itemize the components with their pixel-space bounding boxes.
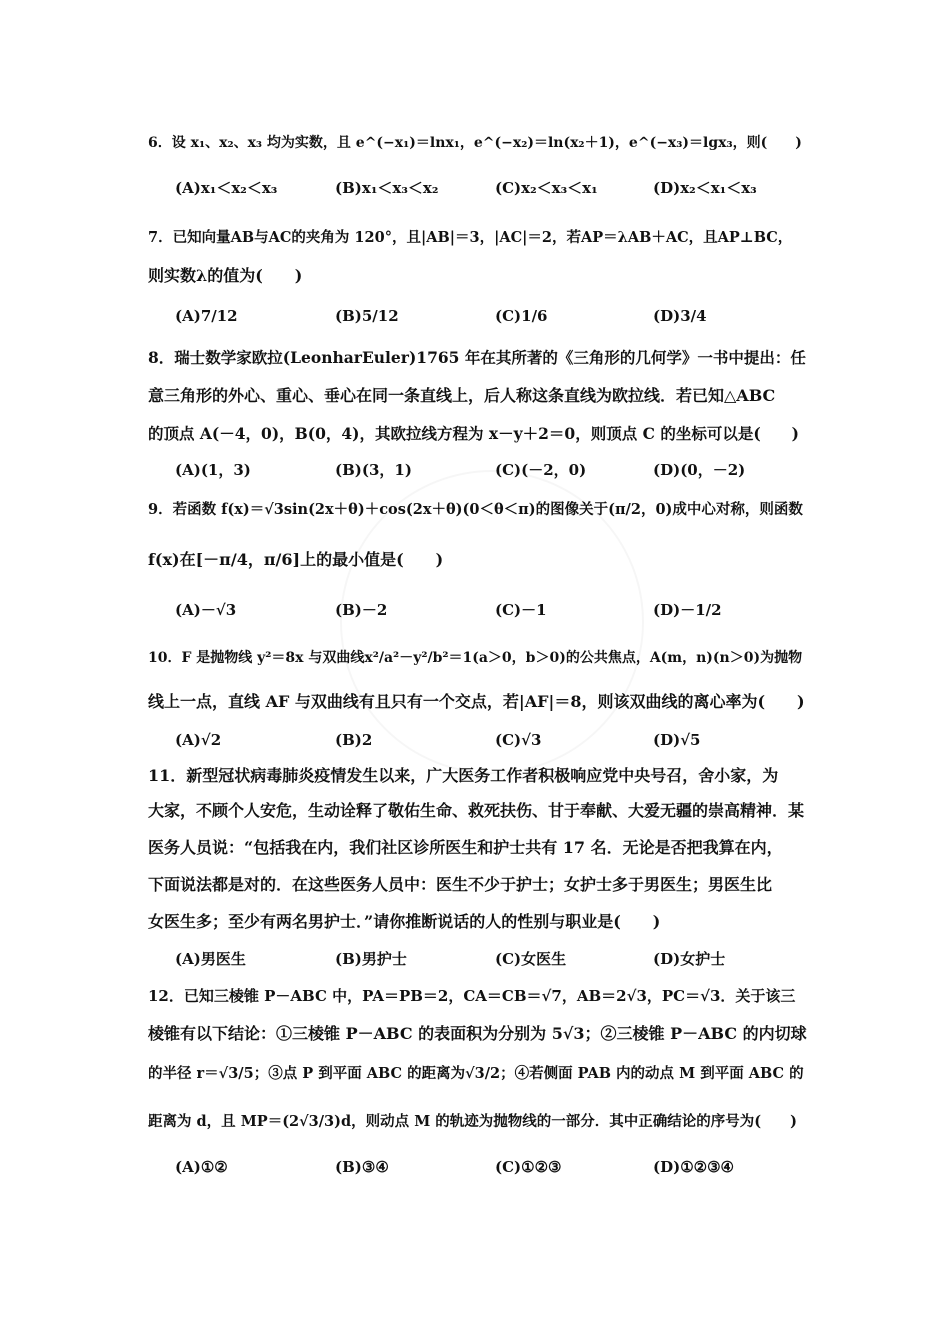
- option-a: (A)男医生: [175, 950, 246, 968]
- question-11-line-4: 下面说法都是对的．在这些医务人员中：医生不少于护士；女护士多于男医生；男医生比: [148, 875, 773, 894]
- question-10-options: [175, 730, 815, 770]
- question-9-line-1: 9．若函数 f(x)＝√3sin(2x＋θ)＋cos(2x＋θ)(0＜θ＜π)的图像关于(π/2，0)成中心对称，则函数: [148, 501, 803, 518]
- question-6-line-1: 6．设 x₁、x₂、x₃ 均为实数，且 e^(−x₁)＝lnx₁，e^(−x₂)＝ln(x₂＋1)，e^(−x₃)＝lgx₃，则( ): [148, 135, 802, 151]
- question-11-line-3: 医务人员说：“包括我在内，我们社区诊所医生和护士共有 17 名．无论是否把我算在内，: [148, 838, 783, 857]
- option-b: (B)2: [335, 731, 373, 749]
- option-b: (B)③④: [335, 1158, 389, 1176]
- question-8-line-1: 8．瑞士数学家欧拉(LeonharEuler)1765 年在其所著的《三角形的几何学》一书中提出：任: [148, 348, 806, 367]
- option-b: (B)－2: [335, 601, 388, 619]
- question-12-line-1: 12．已知三棱锥 P－ABC 中，PA＝PB＝2，CA＝CB＝√7，AB＝2√3，PC＝√3．关于该三: [148, 987, 796, 1005]
- option-a: (A)√2: [175, 731, 222, 749]
- option-a: (A)①②: [175, 1158, 228, 1176]
- question-9-line-2: f(x)在[－π/4，π/6]上的最小值是( ): [148, 550, 444, 569]
- question-9-options: [175, 600, 815, 640]
- option-a: (A)－√3: [175, 601, 237, 619]
- option-a: (A)7/12: [175, 307, 238, 325]
- question-11-line-1: 11．新型冠状病毒肺炎疫情发生以来，广大医务工作者积极响应党中央号召，舍小家，为: [148, 766, 779, 785]
- option-c: (C)－1: [495, 601, 547, 619]
- option-d: (D)①②③④: [653, 1158, 734, 1176]
- option-c: (C)①②③: [495, 1158, 562, 1176]
- option-d: (D)3/4: [653, 307, 707, 325]
- option-b: (B)x₁＜x₃＜x₂: [335, 179, 439, 197]
- question-12-line-3: 的半径 r＝√3/5；③点 P 到平面 ABC 的距离为√3/2；④若侧面 PAB 内的动点 M 到平面 ABC 的: [148, 1065, 804, 1082]
- question-10-line-1: 10．F 是抛物线 y²＝8x 与双曲线x²/a²－y²/b²＝1(a＞0，b＞0)的公共焦点，A(m，n)(n＞0)为抛物: [148, 650, 803, 666]
- option-b: (B)男护士: [335, 950, 407, 968]
- question-12-line-2: 棱锥有以下结论：①三棱锥 P－ABC 的表面积为分别为 5√3；②三棱锥 P－ABC 的内切球: [148, 1024, 807, 1043]
- question-11-options: [175, 949, 815, 989]
- question-12-options: [175, 1157, 815, 1197]
- option-c: (C)√3: [495, 731, 542, 749]
- option-d: (D)－1/2: [653, 601, 722, 619]
- question-8-line-2: 意三角形的外心、重心、垂心在同一条直线上，后人称这条直线为欧拉线．若已知△ABC: [148, 386, 776, 405]
- question-8-line-3: 的顶点 A(－4，0)，B(0，4)，其欧拉线方程为 x－y＋2＝0，则顶点 C 的坐标可以是( ): [148, 424, 800, 443]
- question-8-options: [175, 460, 815, 500]
- option-d: (D)x₂＜x₁＜x₃: [653, 179, 757, 197]
- option-d: (D)女护士: [653, 950, 726, 968]
- option-a: (A)(1，3): [175, 461, 251, 479]
- question-11-line-5: 女医生多；至少有两名男护士．”请你推断说话的人的性别与职业是( ): [148, 912, 661, 931]
- question-10-line-2: 线上一点，直线 AF 与双曲线有且只有一个交点，若|AF|＝8，则该双曲线的离心率为( ): [148, 692, 805, 711]
- option-c: (C)x₂＜x₃＜x₁: [495, 179, 598, 197]
- question-7-options: [175, 306, 815, 346]
- option-c: (C)女医生: [495, 950, 567, 968]
- question-7-line-1: 7．已知向量AB与AC的夹角为 120°，且|AB|＝3，|AC|＝2，若AP＝λAB＋AC，且AP⊥BC，: [148, 229, 793, 246]
- question-6-options: [175, 178, 815, 218]
- option-b: (B)(3，1): [335, 461, 412, 479]
- question-7-line-2: 则实数λ的值为( ): [148, 266, 303, 285]
- option-b: (B)5/12: [335, 307, 399, 325]
- question-11-line-2: 大家，不顾个人安危，生动诠释了敬佑生命、救死扶伤、甘于奉献、大爱无疆的崇高精神．某: [148, 801, 805, 820]
- option-c: (C)(－2，0): [495, 461, 587, 479]
- question-12-line-4: 距离为 d，且 MP＝(2√3/3)d，则动点 M 的轨迹为抛物线的一部分．其中正确结论的序号为( ): [148, 1113, 798, 1130]
- option-a: (A)x₁＜x₂＜x₃: [175, 179, 278, 197]
- option-c: (C)1/6: [495, 307, 548, 325]
- option-d: (D)(0，－2): [653, 461, 746, 479]
- option-d: (D)√5: [653, 731, 701, 749]
